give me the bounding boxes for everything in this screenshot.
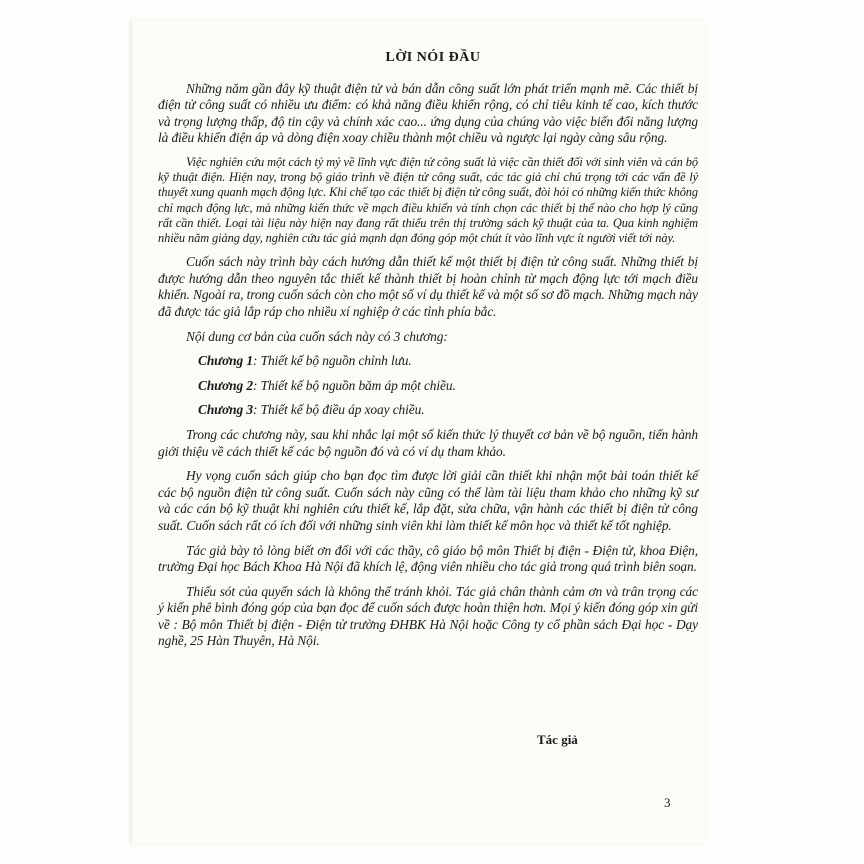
chapter-text: : Thiết kế bộ nguồn băm áp một chiều. xyxy=(252,377,456,393)
paragraph-8: Thiếu sót của quyển sách là không thể tránh khỏi. Tác giả chân thành cảm ơn và trân trọng các ý kiến phê bình đóng góp của bạn đọc để cuốn sách được hoàn thiện hơn. Mọi ý kiến đóng góp xin gửi về : Bộ môn Thiết bị điện - Điện tử trường ĐHBK Hà Nội hoặc Công ty cổ phần sách Đại học - Dạy nghề, 25 Hàn Thuyên, Hà Nội. xyxy=(158,583,698,649)
chapter-text: : Thiết kế bộ điều áp xoay chiều. xyxy=(252,402,425,418)
paragraph-3: Cuốn sách này trình bày cách hướng dẫn thiết kế một thiết bị điện tử công suất. Những thiết bị được hướng dẫn theo nguyên tắc thiết kế thành thiết bị hoàn chỉnh từ mạch động lực tới mạch điều khiển. Ngoài ra, trong cuốn sách còn cho một số ví dụ thiết kế và một số sơ đồ mạch. Những mạch này đã được tác giả lắp ráp cho nhiều xí nghiệp ở các tỉnh phía bắc. xyxy=(158,254,698,319)
author-signature: Tác giả xyxy=(537,732,578,747)
chapter-text: : Thiết kế bộ nguồn chỉnh lưu. xyxy=(252,353,412,369)
paragraph-4: Nội dung cơ bản của cuốn sách này có 3 chương: xyxy=(186,328,448,344)
paragraph-5: Trong các chương này, sau khi nhắc lại một số kiến thức lý thuyết cơ bản về bộ nguồn, tiến hành giới thiệu về cách thiết kế các bộ nguồn đó và có ví dụ tham khảo. xyxy=(158,426,698,459)
chapter-item-2 xyxy=(198,378,698,395)
page-number: 3 xyxy=(664,795,671,810)
page-title: LỜI NÓI ĐẦU xyxy=(385,50,481,65)
preface-body xyxy=(158,50,698,658)
chapter-item-1 xyxy=(198,353,698,370)
paragraph-1: Những năm gần đây kỹ thuật điện tử và bán dẫn công suất lớn phát triển mạnh mẽ. Các thiết bị điện tử công suất có nhiều ưu điểm: có khả năng điều khiển rộng, có chỉ tiêu kinh tế cao, kích thước và trọng lượng thấp, độ tin cậy và chính xác cao... ứng dụng của chúng vào việc biến đổi năng lượng là điều khiển điện áp và dòng điện xoay chiều thành một chiều và ngược lại ngày càng sâu rộng. xyxy=(158,80,698,146)
paragraph-7: Tác giả bày tỏ lòng biết ơn đối với các thầy, cô giáo bộ môn Thiết bị điện - Điện tử, khoa Điện, trường Đại học Bách Khoa Hà Nội đã khích lệ, động viên nhiều cho tác giả trong quá trình biên soạn. xyxy=(158,542,698,575)
paragraph-6: Hy vọng cuốn sách giúp cho bạn đọc tìm được lời giải cần thiết khi nhận một bài toán thiết kế các bộ nguồn điện tử công suất. Cuốn sách này cũng có thể làm tài liệu tham khảo cho những kỹ sư và các cán bộ kỹ thuật khi nghiên cứu thiết kế, lắp đặt, sửa chữa, vận hành các thiết bị điện tử công suất. Cuốn sách rất có ích đối với những sinh viên khi làm thiết kế môn học và thiết kế tốt nghiệp. xyxy=(158,468,698,533)
chapter-label: Chương 3 xyxy=(198,402,253,418)
chapter-label: Chương 1 xyxy=(198,353,253,369)
chapter-label: Chương 2 xyxy=(198,377,253,393)
chapter-item-3 xyxy=(198,402,698,419)
paragraph-2: Việc nghiên cứu một cách tỷ mỷ về lĩnh vực điện tử công suất là việc cần thiết đối với sinh viên và cán bộ kỹ thuật điện. Hiện nay, trong bộ giáo trình về điện tử công suất, các tác giả chỉ chú trọng tới các vấn đề lý thuyết xung quanh mạch động lực. Khi chế tạo các thiết bị điện tử công suất, đòi hỏi có những kiến thức không chỉ mạch động lực, mà những kiến thức về mạch điều khiển và tính chọn các thiết bị thế nào cho hợp lý cũng rất cần thiết. Loại tài liệu này hiện nay đang rất thiếu trên thị trường sách kỹ thuật của ta. Qua kinh nghiệm nhiều năm giảng dạy, nghiên cứu tác giả mạnh dạn đóng góp một chút ít vào lĩnh vực ít người viết tới này. xyxy=(158,154,698,245)
